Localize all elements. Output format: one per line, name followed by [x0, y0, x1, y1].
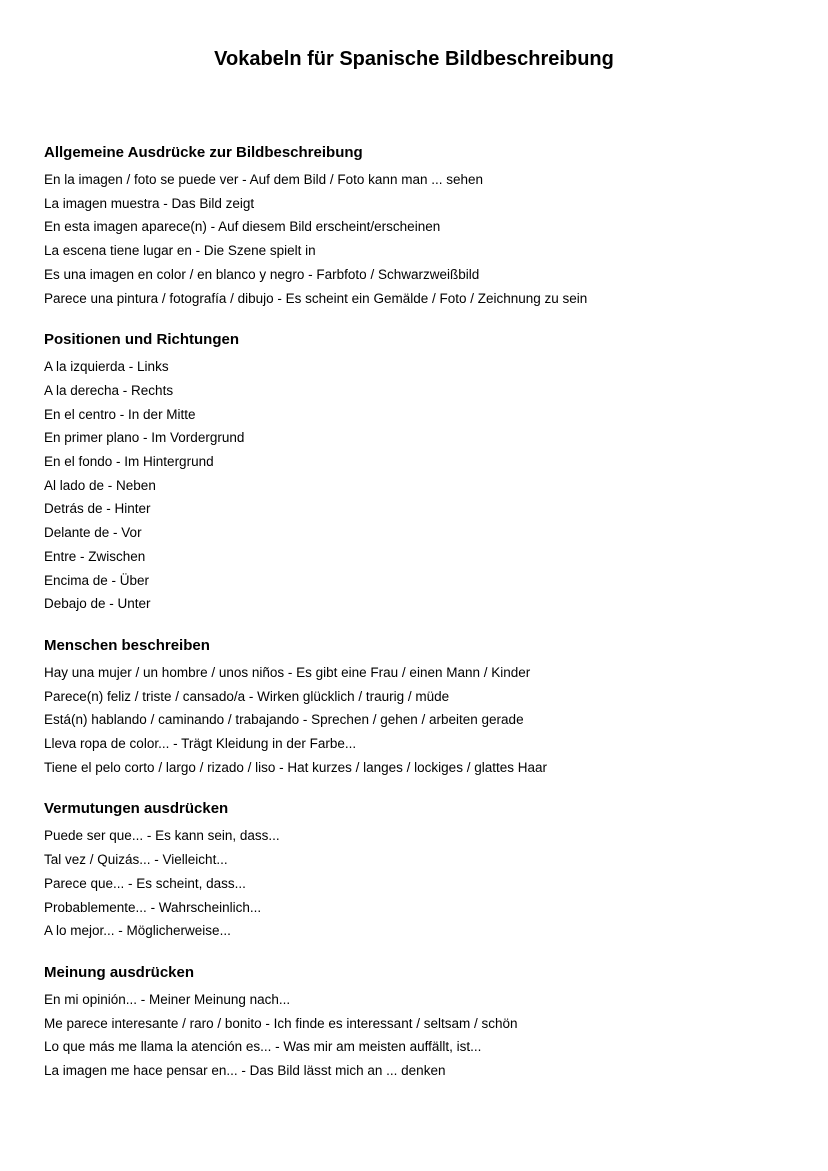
vocabulary-entry: Parece una pintura / fotografía / dibujo - Es scheint ein Gemälde / Foto / Zeichnung zu sein	[44, 290, 588, 306]
section-allgemeine-ausdruecke	[44, 143, 804, 310]
vocabulary-entry: La escena tiene lugar en - Die Szene spielt in	[44, 243, 316, 259]
section-heading: Vermutungen ausdrücken	[44, 800, 229, 818]
vocabulary-entry: Detrás de - Hinter	[44, 501, 151, 517]
vocabulary-entry: Tiene el pelo corto / largo / rizado / liso - Hat kurzes / langes / lockiges / glattes Haar	[44, 759, 547, 775]
section-heading: Menschen beschreiben	[44, 636, 210, 654]
vocabulary-entry: Es una imagen en color / en blanco y negro - Farbfoto / Schwarzweißbild	[44, 266, 480, 282]
section-heading: Meinung ausdrücken	[44, 963, 195, 981]
vocabulary-entry: Hay una mujer / un hombre / unos niños - Es gibt eine Frau / einen Mann / Kinder	[44, 664, 531, 680]
vocabulary-entry: Está(n) hablando / caminando / trabajando - Sprechen / gehen / arbeiten gerade	[44, 712, 524, 728]
vocabulary-entry: A la derecha - Rechts	[44, 382, 174, 398]
vocabulary-entry: Probablemente... - Wahrscheinlich...	[44, 899, 262, 915]
vocabulary-entry: Parece que... - Es scheint, dass...	[44, 875, 246, 891]
vocabulary-entry: En la imagen / foto se puede ver - Auf dem Bild / Foto kann man ... sehen	[44, 172, 484, 187]
vocabulary-list	[44, 661, 804, 780]
vocabulary-list	[44, 355, 804, 616]
vocabulary-entry: Parece(n) feliz / triste / cansado/a - Wirken glücklich / traurig / müde	[44, 688, 450, 704]
vocabulary-list	[44, 824, 804, 943]
vocabulary-entry: En el centro - In der Mitte	[44, 406, 196, 422]
section-heading: Positionen und Richtungen	[44, 331, 239, 349]
vocabulary-entry: En el fondo - Im Hintergrund	[44, 454, 214, 470]
vocabulary-entry: En primer plano - Im Vordergrund	[44, 430, 245, 446]
vocabulary-entry: Tal vez / Quizás... - Vielleicht...	[44, 852, 228, 868]
vocabulary-entry: Me parece interesante / raro / bonito - Ich finde es interessant / seltsam / schön	[44, 1015, 518, 1031]
vocabulary-entry: Debajo de - Unter	[44, 596, 151, 612]
vocabulary-list	[44, 168, 804, 310]
section-meinung	[44, 963, 804, 1083]
section-positionen-richtungen	[44, 330, 804, 616]
vocabulary-entry: Encima de - Über	[44, 572, 150, 588]
vocabulary-entry: Puede ser que... - Es kann sein, dass...	[44, 828, 280, 844]
vocabulary-entry: En mi opinión... - Meiner Meinung nach...	[44, 991, 291, 1007]
vocabulary-entry: La imagen me hace pensar en... - Das Bild lässt mich an ... denken	[44, 1063, 446, 1079]
section-heading: Allgemeine Ausdrücke zur Bildbeschreibung	[44, 144, 363, 161]
vocabulary-entry: Al lado de - Neben	[44, 477, 156, 493]
vocabulary-entry: Lleva ropa de color... - Trägt Kleidung in der Farbe...	[44, 736, 357, 752]
section-menschen-beschreiben	[44, 636, 804, 780]
vocabulary-entry: La imagen muestra - Das Bild zeigt	[44, 195, 255, 211]
vocabulary-list	[44, 988, 804, 1083]
vocabulary-entry: Delante de - Vor	[44, 525, 142, 541]
vocabulary-entry: Lo que más me llama la atención es... - Was mir am meisten auffällt, ist...	[44, 1039, 482, 1055]
section-vermutungen	[44, 799, 804, 943]
vocabulary-entry: A lo mejor... - Möglicherweise...	[44, 923, 231, 939]
vocabulary-entry: En esta imagen aparece(n) - Auf diesem Bild erscheint/erscheinen	[44, 219, 441, 235]
vocabulary-entry: A la izquierda - Links	[44, 359, 169, 375]
document-body	[44, 143, 804, 1103]
document-title: Vokabeln für Spanische Bildbeschreibung	[214, 48, 614, 70]
vocabulary-entry: Entre - Zwischen	[44, 548, 146, 564]
